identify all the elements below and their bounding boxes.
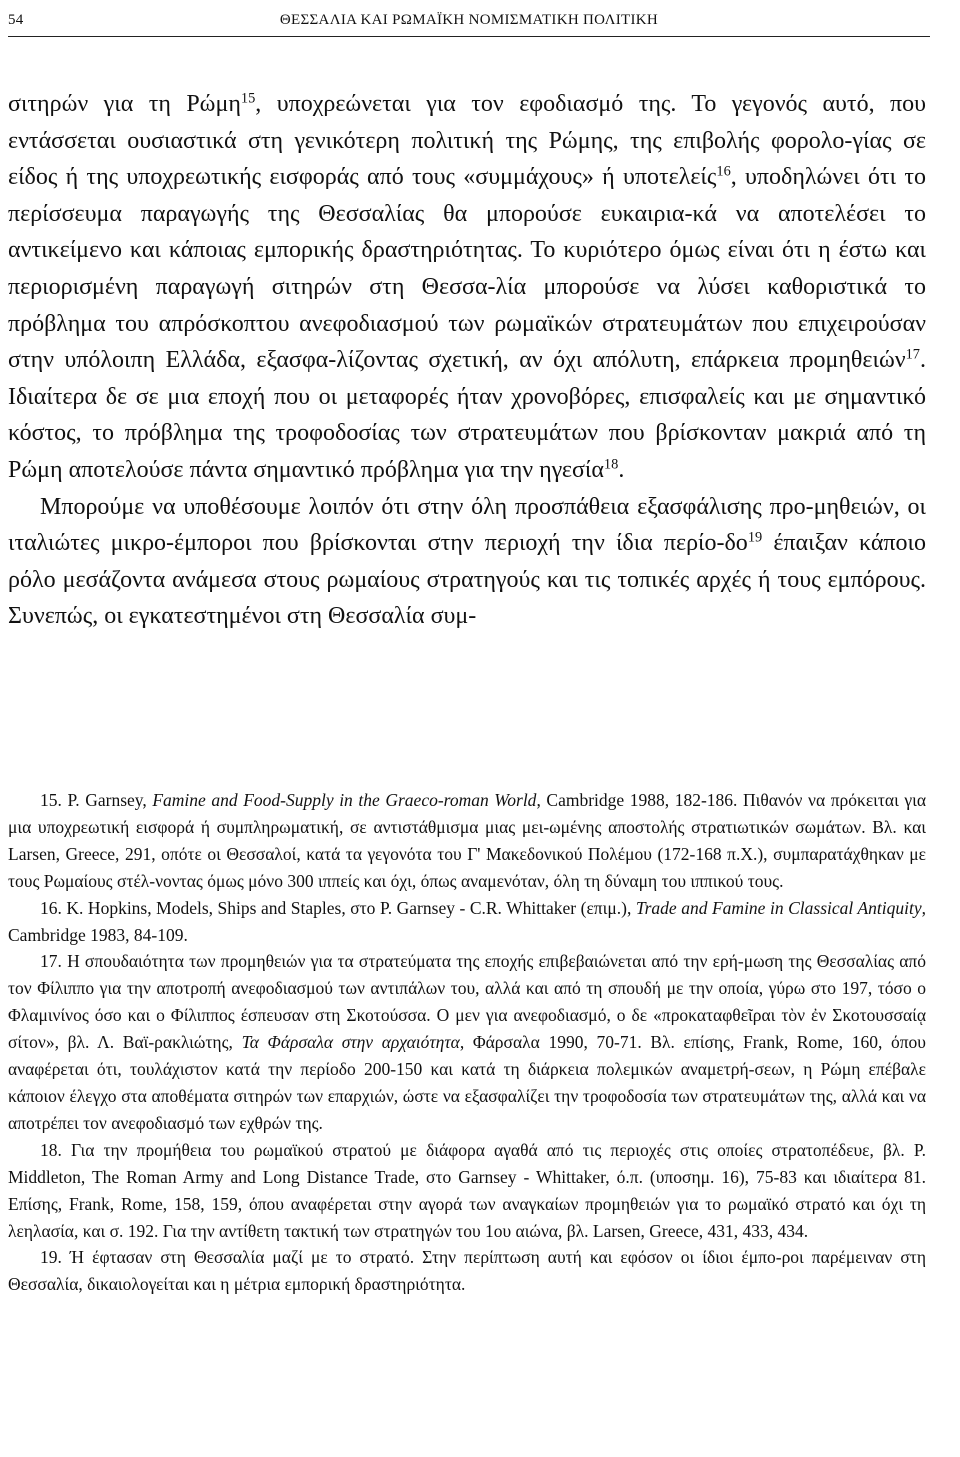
- footnote-19: [8, 1244, 926, 1298]
- footnote-text: , Φάρσαλα 1990, 70-71. Βλ. επίσης, Frank, Rome, 160, όπου αναφέρεται ότι, τουλάχιστον κατά την περίοδο 200-150 και κατά τη διάρκεια πολεμικών αναμετρή-σεων, η Ρώμη επέβαλε κάποιον έλεγχο στα αποθέματα σιτηρών των επαρχιών, ώστε να εξασφαλίζει την τροφοδοσία των στρατευμάτων της, αλλά και να αποτρέπει τον ανεφοδιασμό των εχθρών της.: [8, 1032, 926, 1133]
- footnote-number: 16.: [40, 897, 62, 918]
- footnotes: [8, 787, 926, 1298]
- footnote-ref-18[interactable]: 18: [603, 456, 619, 473]
- main-text: [8, 86, 926, 635]
- footnote-text: P. Garnsey,: [61, 790, 153, 810]
- footnote-ref-15[interactable]: 15: [240, 90, 256, 107]
- p2-text: Μπορούμε να υποθέσουμε λοιπόν ότι στην όλη προσπάθεια εξασφάλισης προ-μηθειών, οι ιταλιώτες μικρο-έμποροι που βρίσκονται στην περιοχή την ίδια περίο-δο: [8, 493, 926, 557]
- p1-text: σιτηρών για τη Ρώμη: [8, 91, 241, 117]
- footnote-number: 15.: [40, 790, 62, 810]
- footnote-title: Famine and Food-Supply in the Graeco-roman World: [152, 790, 537, 810]
- footnote-title: Trade and Famine in Classical Antiquity: [635, 897, 922, 918]
- paragraph-1: [8, 86, 926, 489]
- footnote-text: Ή έφτασαν στη Θεσσαλία μαζί με το στρατό. Στην περίπτωση αυτή και εφόσον οι ίδιοι έμπο-ροι παρέμειναν στη Θεσσαλία, δικαιολογείται και η μέτρια εμπορική δραστηριότητα.: [8, 1247, 926, 1295]
- p1-text: . Ιδιαίτερα δε σε μια εποχή που οι μεταφορές ήταν χρονοβόρες, επισφαλείς και με σημαντικό κόστος, το πρόβλημα της τροφοδοσίας των στρατευμάτων που βρίσκονταν μακριά από τη Ρώμη αποτελούσε πάντα σημαντικό πρόβλημα για την ηγεσία: [8, 347, 926, 483]
- p1-text: .: [618, 456, 625, 483]
- paragraph-2: [8, 489, 926, 635]
- footnote-text: Η σπουδαιότητα των προμηθειών για τα στρατεύματα της εποχής επιβεβαιώνεται από την ερή-μωση της Θεσσαλίας από τον Φίλιππο για την αποτροπή ανεφοδιασμού των αντιπάλων του, αλλά και από τη σπουδή με την οποία, γύρω στο 197, τόσο ο Φλαμινίνος όσο και ο Φίλιππος έσπευσαν στη Σκοτούσσα. Ο μεν για ανεφοδιασμό, ο δε «προκαταφθεῖραι τὸν ἐν Σκοτουσσαίᾳ σίτον», βλ. Λ. Βαϊ-ρακλιώτης,: [8, 951, 926, 1053]
- footnote-number: 18.: [40, 1139, 62, 1160]
- running-header: [8, 10, 930, 37]
- p1-text: , υποχρεώνεται για τον εφοδιασμό της. Το γεγονός αυτό, που εντάσσεται ουσιαστικά στη γενικότερη πολιτική της Ρώμης, της επιβολής φορολο-γίας σε είδος ή της υποχρεωτικής εισφοράς από τους «συμμάχους» ή υποτελείς: [8, 91, 926, 191]
- footnote-18: [8, 1137, 926, 1245]
- footnote-ref-19[interactable]: 19: [747, 529, 763, 546]
- footnote-17: [8, 948, 926, 1136]
- page-number: 54: [8, 12, 24, 28]
- p1-text: , υποδηλώνει ότι το περίσσευμα παραγωγής της Θεσσαλίας θα μπορούσε ευκαιρια-κά να αποτελέσει το αντικείμενο και κάποιας εμπορικής δραστηριότητας. Το κυριότερο όμως είναι ότι η έστω και περιορισμένη παραγωγή σιτηρών στη Θεσσα-λία μπορούσε να λύσει καθοριστικά το πρόβλημα του απρόσκοπτου ανεφοδιασμού των ρωμαϊκών στρατευμάτων που επιχειρούσαν στην υπόλοιπη Ελλάδα, εξασφα-λίζοντας σχετική, αν όχι απόλυτη, επάρκεια προμηθειών: [8, 164, 926, 374]
- footnote-ref-17[interactable]: 17: [905, 346, 920, 363]
- footnote-text: Για την προμήθεια του ρωμαϊκού στρατού με διάφορα αγαθά από τις περιοχές στις οποίες στρατοπέδευε, βλ. P. Middleton, The Roman Army and Long Distance Trade, στο Garnsey - Whittaker, ό.π. (υποσημ. 16), 75-83 και ιδιαίτερα 81. Επίσης, Frank, Rome, 158, 159, όπου αναφέρεται στην αγορά των αναγκαίων προμηθειών για το ρωμαϊκό στρατό και όχι τη λεηλασία, και σ. 192. Για την αντίθετη τακτική των στρατηγών του 1ου αιώνα, βλ. Larsen, Greece, 431, 433, 434.: [8, 1139, 926, 1241]
- running-title: ΘΕΣΣΑΛΙΑ ΚΑΙ ΡΩΜΑΪΚΗ ΝΟΜΙΣΜΑΤΙΚΗ ΠΟΛΙΤΙΚΗ: [279, 12, 659, 28]
- footnote-number: 19.: [40, 1247, 62, 1268]
- footnote-text: K. Hopkins, Models, Ships and Staples, στο P. Garnsey - C.R. Whittaker (επιμ.),: [61, 897, 636, 918]
- footnote-16: [8, 895, 926, 949]
- footnote-title: Τα Φάρσαλα στην αρχαιότητα: [241, 1032, 460, 1053]
- footnote-ref-16[interactable]: 16: [716, 163, 731, 180]
- footnote-15: [8, 787, 926, 895]
- p2-text: έπαιξαν κάποιο ρόλο μεσάζοντα ανάμεσα στους ρωμαίους στρατηγούς και τις τοπικές αρχές ή τους εμπόρους. Συνεπώς, οι εγκατεστημένοι στη Θεσσαλία συμ-: [8, 530, 926, 630]
- footnote-number: 17.: [40, 951, 62, 972]
- footnote-text: , Cambridge 1988, 182-186. Πιθανόν να πρόκειται για μια υποχρεωτική εισφορά ή συμπληρωματική, σε αντιστάθμισμα μιας μει-ωμένης αποστολής στρατιωτικών σωμάτων. Βλ. και Larsen, Greece, 291, οπότε οι Θεσσαλοί, κατά τα γεγονότα του Γ' Μακεδονικού Πολέμου (172-168 π.Χ.), συμπαρατάχθηκαν με τους Ρωμαίους στέλ-νοντας όμως μόνο 300 ιππείς και όχι, όπως αναμενόταν, όλη τη δύναμη του ιππικού τους.: [8, 790, 926, 891]
- footnote-text: , Cambridge 1983, 84-109.: [8, 897, 926, 945]
